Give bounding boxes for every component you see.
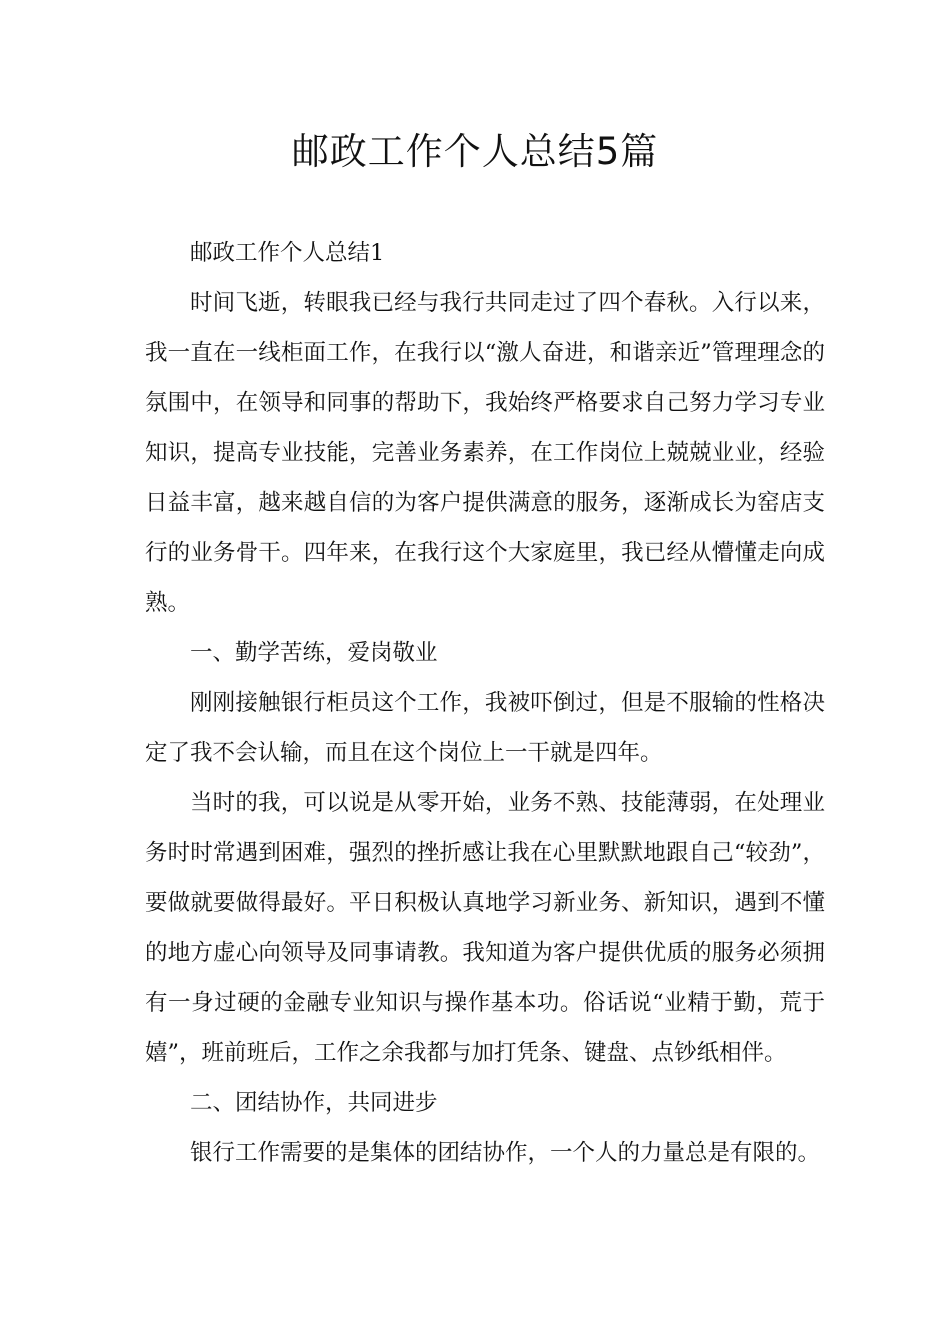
document-title: 邮政工作个人总结5篇 bbox=[291, 130, 659, 173]
document-body bbox=[145, 228, 825, 1178]
body-paragraph: 银行工作需要的是集体的团结协作，一个人的力量总是有限的。 bbox=[190, 1140, 821, 1166]
body-paragraph: 时间飞逝，转眼我已经与我行共同走过了四个春秋。入行以来，我一直在一线柜面工作，在我行以“激人奋进，和谐亲近”管理理念的氛围中，在领导和同事的帮助下，我始终严格要求自己努力学习专业知识，提高专业技能，完善业务素养，在工作岗位上兢兢业业，经验日益丰富，越来越自信的为客户提供满意的服务，逐渐成长为窑店支行的业务骨干。四年来，在我行这个大家庭里，我已经从懵懂走向成熟。 bbox=[145, 290, 825, 616]
section-heading: 邮政工作个人总结1 bbox=[190, 240, 385, 266]
body-paragraph: 当时的我，可以说是从零开始，业务不熟、技能薄弱，在处理业务时时常遇到困难，强烈的挫折感让我在心里默默地跟自己“较劲”，要做就要做得最好。平日积极认真地学习新业务、新知识，遇到不懂的地方虚心向领导及同事请教。我知道为客户提供优质的服务必须拥有一身过硬的金融专业知识与操作基本功。俗话说“业精于勤，荒于嬉”，班前班后，工作之余我都与加打凭条、键盘、点钞纸相伴。 bbox=[145, 790, 825, 1066]
section-heading: 一、勤学苦练，爱岗敬业 bbox=[190, 640, 438, 666]
section-heading: 二、团结协作，共同进步 bbox=[190, 1090, 438, 1116]
body-paragraph: 刚刚接触银行柜员这个工作，我被吓倒过，但是不服输的性格决定了我不会认输，而且在这个岗位上一干就是四年。 bbox=[145, 690, 825, 766]
